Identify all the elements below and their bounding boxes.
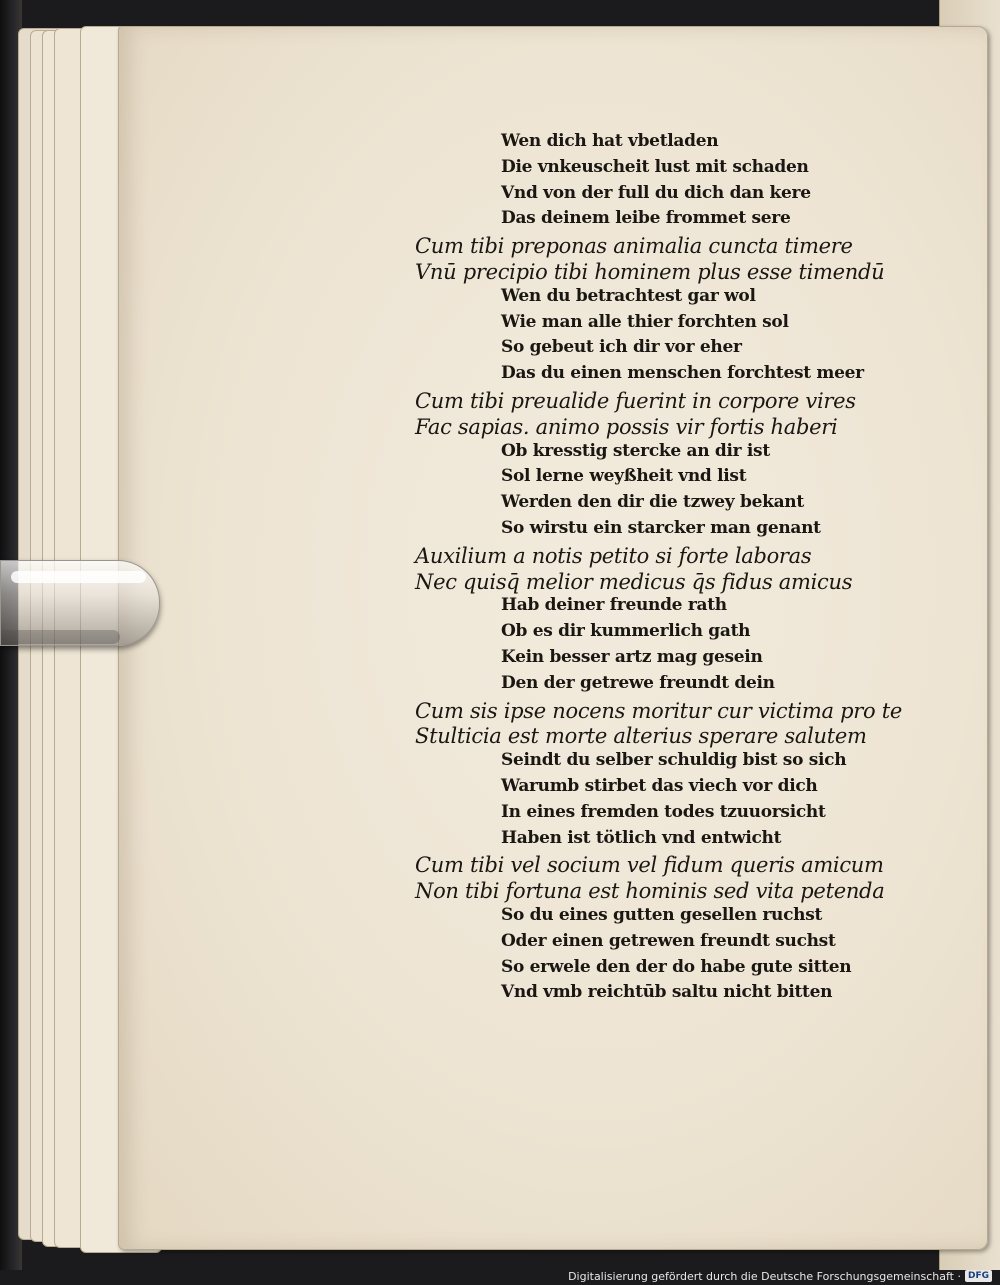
latin-verse-line: Cum sis ipse nocens moritur cur victima pro te xyxy=(415,698,902,723)
german-verse-line: Warumb stirbet das viech vor dich xyxy=(501,776,818,796)
latin-verse-line: Fac sapias. animo possis vir fortis haberi xyxy=(415,414,838,439)
german-verse-line: Wen du betrachtest gar wol xyxy=(501,285,756,306)
german-verse-line: Werden den dir die tzwey bekant xyxy=(501,492,804,513)
german-verse-line: Oder einen getrewen freundt suchst xyxy=(501,930,836,951)
footer-credit xyxy=(568,1269,992,1283)
german-verse-line: Das du einen menschen forchtest meer xyxy=(501,363,864,384)
glass-page-weight xyxy=(0,560,160,646)
german-verse-line: So erwele den der do habe gute sitten xyxy=(501,956,852,977)
verse-block xyxy=(119,27,987,1249)
german-verse-line: Vnd von der full du dich dan kere xyxy=(501,182,811,203)
german-verse-line: Hab deiner freunde rath xyxy=(501,595,727,616)
german-verse-line: Kein besser artz mag gesein xyxy=(501,647,763,667)
german-verse-line: Ob es dir kummerlich gath xyxy=(501,621,751,642)
latin-verse-line: Auxilium a notis petito si forte laboras xyxy=(415,543,812,568)
german-verse-line: Seindt du selber schuldig bist so sich xyxy=(501,750,847,771)
latin-verse-line: Cum tibi vel socium vel fidum queris amicum xyxy=(415,853,884,878)
german-verse-line: Den der getrewe freundt dein xyxy=(501,672,775,693)
german-verse-line: Vnd vmb reichtūb saltu nicht bitten xyxy=(501,982,833,1003)
glass-highlight xyxy=(11,571,146,583)
german-verse-line: So du eines gutten gesellen ruchst xyxy=(501,905,823,925)
german-verse-line: Ob kresstig stercke an dir ist xyxy=(501,440,770,461)
footer-text: Digitalisierung gefördert durch die Deutsche Forschungsgemeinschaft · xyxy=(568,1269,961,1283)
latin-verse-line: Vnū precipio tibi hominem plus esse timendū xyxy=(415,260,885,284)
latin-verse-line: Cum tibi preponas animalia cuncta timere xyxy=(415,234,853,259)
book-page xyxy=(118,26,988,1250)
latin-verse-line: Nec quisq̄ melior medicus q̄s fidus amicus xyxy=(415,569,853,594)
german-verse-line: So wirstu ein starcker man genant xyxy=(501,518,821,538)
german-verse-line: Sol lerne weyßheit vnd list xyxy=(501,466,747,487)
german-verse-line: Das deinem leibe frommet sere xyxy=(501,208,791,229)
latin-verse-line: Cum tibi preualide fuerint in corpore vires xyxy=(415,389,856,413)
german-verse-line: Wen dich hat vbetladen xyxy=(501,131,719,151)
latin-verse-line: Non tibi fortuna est hominis sed vita petenda xyxy=(415,879,885,904)
german-verse-line: Die vnkeuscheit lust mit schaden xyxy=(501,156,809,177)
german-verse-line: In eines fremden todes tzuuorsicht xyxy=(501,801,826,822)
dfg-logo: DFG xyxy=(965,1270,992,1282)
german-verse-line: So gebeut ich dir vor eher xyxy=(501,337,742,358)
latin-verse-line: Stulticia est morte alterius sperare salutem xyxy=(415,724,867,749)
german-verse-line: Haben ist tötlich vnd entwicht xyxy=(501,827,782,848)
german-verse-line: Wie man alle thier forchten sol xyxy=(501,311,789,332)
